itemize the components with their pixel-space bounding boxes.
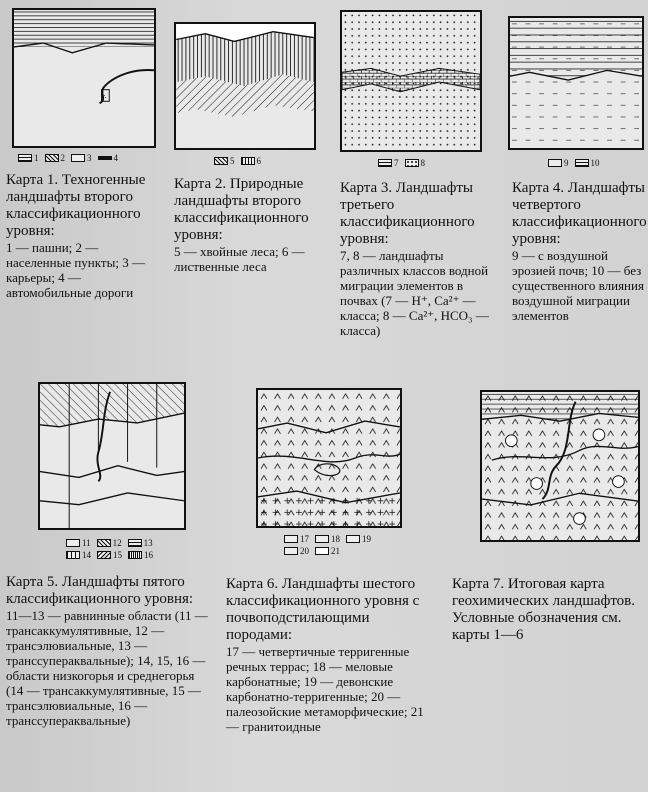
map-5-drawing xyxy=(40,384,184,528)
legend-item: 4 xyxy=(98,153,119,163)
map-2-drawing xyxy=(176,24,314,148)
legend-item: 15 xyxy=(97,550,122,560)
map-6-legend xyxy=(284,534,384,556)
map-1-title: Карта 1. Техногенные ландшафты второго классификационного уровня: xyxy=(6,172,146,239)
legend-item: 20 xyxy=(284,546,309,556)
map-1-caption xyxy=(6,172,166,300)
map-5-title: Карта 5. Ландшафты пятого классификационного уровня: xyxy=(6,574,194,607)
legend-item: 5 xyxy=(214,156,235,166)
legend-item: 12 xyxy=(97,538,122,548)
map-7-caption xyxy=(452,576,644,644)
legend-item: 7 xyxy=(378,158,399,168)
map-4-title: Карта 4. Ландшафты четвертого классификационного уровня: xyxy=(512,180,647,247)
map-2-legend xyxy=(214,156,261,166)
map-4-description: 9 — с воздушной эрозией почв; 10 — без существенного влияния воздушной миграции элементов xyxy=(512,248,644,323)
map-7-title: Карта 7. Итоговая карта геохимических ландшафтов. Условные обозначения см. карты 1—6 xyxy=(452,576,636,643)
map-3-caption xyxy=(340,180,490,338)
map-6-description: 17 — четвертичные терригенные речных террас; 18 — меловые карбонатные; 19 — девонские карбонатно-терригенные; 20 — палеозойские метаморфические; 21 — гранитоидные xyxy=(226,644,424,734)
map-2 xyxy=(174,22,316,150)
map-3 xyxy=(340,10,482,152)
legend-item: 16 xyxy=(128,550,153,560)
map-3-title: Карта 3. Ландшафты третьего классификационного уровня: xyxy=(340,180,475,247)
map-1-legend xyxy=(18,153,118,163)
map-1 xyxy=(12,8,156,148)
legend-item: 10 xyxy=(575,158,600,168)
map-5-legend xyxy=(66,538,176,560)
map-4-drawing xyxy=(510,18,642,148)
map-6-caption xyxy=(226,576,426,734)
svg-text:∴: ∴ xyxy=(102,94,107,101)
legend-item: 18 xyxy=(315,534,340,544)
legend-item: 8 xyxy=(405,158,426,168)
legend-item: 6 xyxy=(241,156,262,166)
map-3-drawing xyxy=(342,12,480,150)
legend-item: 9 xyxy=(548,158,569,168)
map-7 xyxy=(480,390,640,542)
map-4-caption xyxy=(512,180,648,323)
legend-item: 14 xyxy=(66,550,91,560)
legend-item: 13 xyxy=(128,538,153,548)
map-2-title: Карта 2. Природные ландшафты второго классификационного уровня: xyxy=(174,176,309,243)
legend-item: 19 xyxy=(346,534,371,544)
map-6-drawing xyxy=(258,390,400,526)
map-3-legend xyxy=(378,158,425,168)
map-2-caption xyxy=(174,176,324,274)
legend-item: 21 xyxy=(315,546,340,556)
legend-item: 1 xyxy=(18,153,39,163)
map-5-description: 11—13 — равнинные области (11 — трансаккумулятивные, 12 — трансэлювиальные, 13 — транссупераквальные); 14, 15, 16 — области низкогорья и среднегорья (14 — трансаккумулятивные, 15 — трансэлювиальные, 16 — транссупераквальные) xyxy=(6,608,208,728)
map-4 xyxy=(508,16,644,150)
map-5-caption xyxy=(6,574,212,728)
map-4-legend xyxy=(548,158,600,168)
legend-item: 11 xyxy=(66,538,91,548)
map-1-description: 1 — пашни; 2 — населенные пункты; 3 — карьеры; 4 — автомобильные дороги xyxy=(6,240,145,300)
map-2-description: 5 — хвойные леса; 6 — лиственные леса xyxy=(174,244,305,274)
map-5 xyxy=(38,382,186,530)
legend-item: 3 xyxy=(71,153,92,163)
map-7-drawing xyxy=(482,392,638,540)
map-6 xyxy=(256,388,402,528)
legend-item: 17 xyxy=(284,534,309,544)
map-1-drawing xyxy=(14,10,154,146)
map-3-description: 7, 8 — ландшафты различных классов водной миграции элементов в почвах (7 — H⁺, Ca²⁺ — класса; 8 — Ca²⁺, HCO₃ — класса) xyxy=(340,248,489,338)
map-6-title: Карта 6. Ландшафты шестого классификационного уровня с почвоподстилающими породами: xyxy=(226,576,420,643)
legend-item: 2 xyxy=(45,153,66,163)
